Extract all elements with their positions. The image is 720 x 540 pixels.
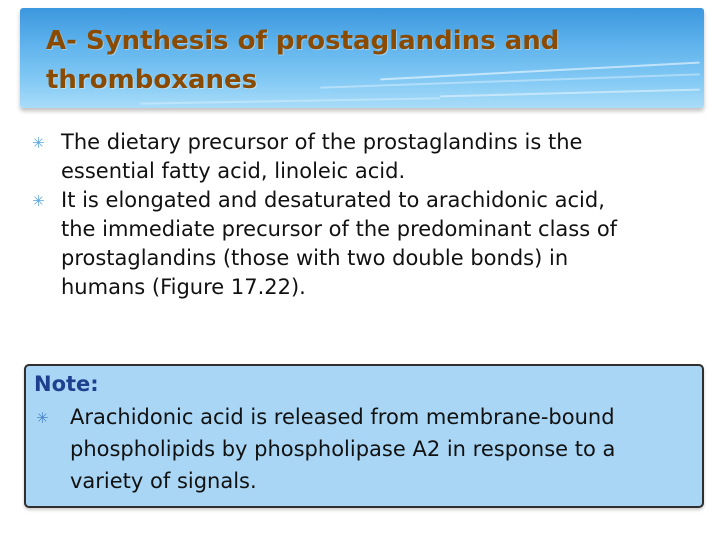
note-bullet-item bbox=[34, 401, 694, 497]
bullet-line: prostaglandins (those with two double bonds) in bbox=[61, 246, 569, 270]
slide-title-line-2: thromboxanes bbox=[46, 65, 258, 95]
note-line: Arachidonic acid is released from membrane-bound bbox=[70, 405, 615, 429]
asterisk-bullet-icon: ✳ bbox=[32, 134, 45, 152]
asterisk-bullet-icon: ✳ bbox=[36, 409, 49, 427]
bullet-line: The dietary precursor of the prostaglandins is the bbox=[61, 130, 583, 154]
slide-title-line-1: A- Synthesis of prostaglandins and bbox=[46, 26, 560, 56]
slide-title bbox=[46, 22, 686, 100]
bullet-line: It is elongated and desaturated to arachidonic acid, bbox=[61, 188, 605, 212]
bullet-line: the immediate precursor of the predominant class of bbox=[61, 217, 618, 241]
title-banner bbox=[20, 8, 704, 108]
note-line: phospholipids by phospholipase A2 in response to a bbox=[70, 437, 616, 461]
bullet-line: humans (Figure 17.22). bbox=[61, 275, 306, 299]
bullet-line: essential fatty acid, linoleic acid. bbox=[61, 159, 406, 183]
bullet-list bbox=[30, 128, 710, 302]
bullet-item-elongation bbox=[30, 186, 710, 302]
note-line: variety of signals. bbox=[70, 469, 257, 493]
bullet-item-dietary-precursor bbox=[30, 128, 710, 186]
note-heading: Note: bbox=[34, 372, 99, 396]
asterisk-bullet-icon: ✳ bbox=[32, 192, 45, 210]
note-box bbox=[24, 364, 704, 508]
